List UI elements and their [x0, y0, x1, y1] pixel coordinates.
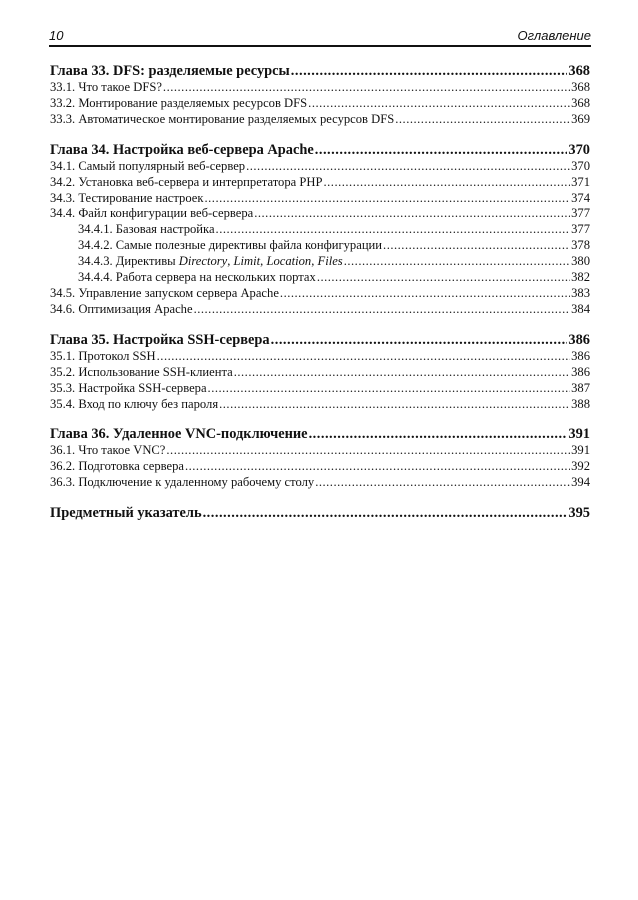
entry-title-part: 35.3. Настройка SSH-сервера: [50, 380, 207, 395]
entry-title: [50, 475, 314, 491]
toc-chapter[interactable]: [50, 505, 590, 522]
entry-title-part: 34.4.4. Работа сервера на нескольких портах: [78, 270, 316, 285]
entry-title: [50, 302, 193, 318]
entry-title: [50, 349, 156, 365]
entry-page: 371: [571, 174, 590, 189]
entry-title-part: 36.3. Подключение к удаленному рабочему столу: [50, 475, 315, 490]
entry-title: [50, 443, 165, 459]
chapter-title: Глава 33. DFS: разделяемые ресурсы: [50, 63, 290, 79]
entry-title-part: 36.2. Подготовка сервера: [50, 459, 184, 474]
entry-title-part: 34.6. Оптимизация Apache: [50, 301, 193, 316]
entry-title: [50, 381, 207, 397]
entry-page: 394: [571, 475, 590, 490]
entry-title-part: Limit: [233, 254, 261, 269]
chapter-title: Глава 36. Удаленное VNC-подключение: [50, 426, 308, 443]
entry-page: 386: [571, 364, 590, 379]
toc-entry[interactable]: [50, 159, 590, 175]
toc-chapter[interactable]: [50, 142, 590, 159]
dot-leader: [271, 332, 568, 349]
toc-chapter[interactable]: [50, 426, 590, 443]
dot-leader: [246, 159, 570, 175]
entry-title-part: Location: [266, 254, 312, 269]
entry-title: [50, 191, 204, 207]
entry-title: [50, 206, 253, 222]
entry-page: 383: [571, 285, 590, 300]
entry-title: [50, 112, 394, 128]
entry-page: 387: [571, 380, 590, 395]
entry-title: [78, 222, 215, 238]
chapter-title: Глава 35. Настройка SSH-сервера: [50, 331, 270, 348]
entry-page: 388: [571, 396, 590, 411]
toc-entry[interactable]: [50, 302, 590, 318]
dot-leader: [291, 63, 568, 80]
chapter-title: Предметный указатель: [50, 505, 202, 522]
chapter-page: 386: [568, 331, 590, 348]
entry-title: [50, 397, 218, 413]
entry-title-part: 34.4.2. Самые полезные директивы файла конфигурации: [78, 238, 383, 253]
entry-title: [50, 459, 184, 475]
dot-leader: [315, 142, 568, 159]
dot-leader: [344, 254, 570, 270]
toc-entry[interactable]: [50, 286, 590, 302]
dot-leader: [219, 397, 570, 413]
dot-leader: [395, 112, 570, 128]
toc-chapter[interactable]: [50, 63, 590, 80]
entry-title: [50, 159, 245, 175]
toc-entry[interactable]: [50, 443, 590, 459]
dot-leader: [308, 96, 570, 112]
dot-leader: [324, 175, 571, 191]
entry-title-part: Files: [317, 254, 343, 269]
toc-entry[interactable]: [50, 270, 590, 286]
entry-title-part: 34.4. Файл конфигурации веб-сервера: [50, 206, 254, 221]
toc-entry[interactable]: [50, 459, 590, 475]
dot-leader: [166, 443, 570, 459]
toc-entry[interactable]: [50, 238, 590, 254]
chapter-title: Глава 34. Настройка веб-сервера Apache: [50, 141, 314, 158]
toc-section: [50, 505, 590, 522]
table-of-contents: [50, 63, 590, 536]
entry-page: 374: [571, 190, 590, 205]
dot-leader: [216, 222, 571, 238]
toc-entry[interactable]: [50, 254, 590, 270]
dot-leader: [254, 206, 570, 222]
dot-leader: [185, 459, 570, 475]
entry-title-part: 34.5. Управление запуском сервера Apache: [50, 285, 279, 300]
toc-entry[interactable]: [50, 112, 590, 128]
chapter-page: 395: [568, 505, 590, 522]
entry-page: 384: [571, 301, 590, 316]
dot-leader: [203, 505, 568, 522]
entry-title: [78, 238, 382, 254]
toc-entry[interactable]: [50, 206, 590, 222]
toc-entry[interactable]: [50, 175, 590, 191]
entry-page: 377: [571, 206, 590, 221]
toc-entry[interactable]: [50, 397, 590, 413]
entry-title: [50, 175, 323, 191]
toc-entry[interactable]: [50, 349, 590, 365]
chapter-page: 368: [568, 63, 590, 79]
entry-title-part: 34.2. Установка веб-сервера и интерпретатора PHP: [50, 174, 323, 189]
entry-title-part: ,: [311, 254, 318, 269]
chapter-page: 370: [568, 141, 590, 158]
chapter-page: 391: [568, 426, 590, 443]
dot-leader: [280, 286, 570, 302]
entry-title: [50, 365, 233, 381]
dot-leader: [205, 191, 571, 207]
entry-title-part: 34.4.3. Директивы: [78, 254, 179, 269]
entry-page: 382: [571, 270, 590, 285]
entry-title-part: 35.4. Вход по ключу без пароля: [50, 396, 219, 411]
dot-leader: [317, 270, 570, 286]
dot-leader: [234, 365, 570, 381]
toc-section: [50, 426, 590, 491]
entry-title: [50, 80, 162, 96]
entry-title-part: 34.3. Тестирование настроек: [50, 190, 204, 205]
dot-leader: [383, 238, 570, 254]
entry-title-part: ,: [227, 254, 234, 269]
entry-title-part: 35.1. Протокол SSH: [50, 348, 156, 363]
page-header: [49, 26, 591, 47]
entry-title: [78, 270, 316, 286]
toc-entry[interactable]: [50, 96, 590, 112]
toc-chapter[interactable]: [50, 332, 590, 349]
entry-title: [50, 286, 279, 302]
entry-title-part: ,: [260, 254, 267, 269]
entry-page: 392: [571, 459, 590, 474]
running-title: Оглавление: [517, 28, 591, 43]
entry-page: 386: [571, 348, 590, 363]
entry-title: [50, 96, 307, 112]
entry-page: 370: [571, 158, 590, 173]
toc-entry[interactable]: [50, 365, 590, 381]
entry-page: 368: [571, 95, 590, 110]
dot-leader: [163, 80, 570, 96]
entry-title-part: 33.1. Что такое DFS?: [50, 80, 162, 94]
page-number: 10: [49, 28, 64, 43]
dot-leader: [208, 381, 571, 397]
entry-title-part: 33.3. Автоматическое монтирование разделяемых ресурсов DFS: [50, 111, 395, 126]
entry-page: 368: [571, 80, 590, 94]
entry-title-part: 36.1. Что такое VNC?: [50, 443, 166, 458]
entry-page: 377: [571, 222, 590, 237]
toc-entry[interactable]: [50, 80, 590, 96]
toc-entry[interactable]: [50, 191, 590, 207]
toc-entry[interactable]: [50, 381, 590, 397]
entry-title: [78, 254, 343, 270]
entry-title-part: 33.2. Монтирование разделяемых ресурсов DFS: [50, 95, 308, 110]
entry-title-part: 34.1. Самый популярный веб-сервер: [50, 158, 246, 173]
entry-title-part: 34.4.1. Базовая настройка: [78, 222, 215, 237]
entry-page: 380: [571, 254, 590, 269]
entry-title-part: Directory: [178, 254, 228, 269]
toc-entry[interactable]: [50, 222, 590, 238]
toc-entry[interactable]: [50, 475, 590, 491]
entry-title-part: 35.2. Использование SSH-клиента: [50, 364, 233, 379]
dot-leader: [309, 426, 568, 443]
toc-section: [50, 63, 590, 128]
entry-page: 391: [571, 443, 590, 458]
dot-leader: [194, 302, 571, 318]
entry-page: 378: [571, 238, 590, 253]
entry-page: 369: [571, 111, 590, 126]
toc-section: [50, 142, 590, 318]
dot-leader: [315, 475, 570, 491]
toc-section: [50, 332, 590, 413]
dot-leader: [157, 349, 570, 365]
